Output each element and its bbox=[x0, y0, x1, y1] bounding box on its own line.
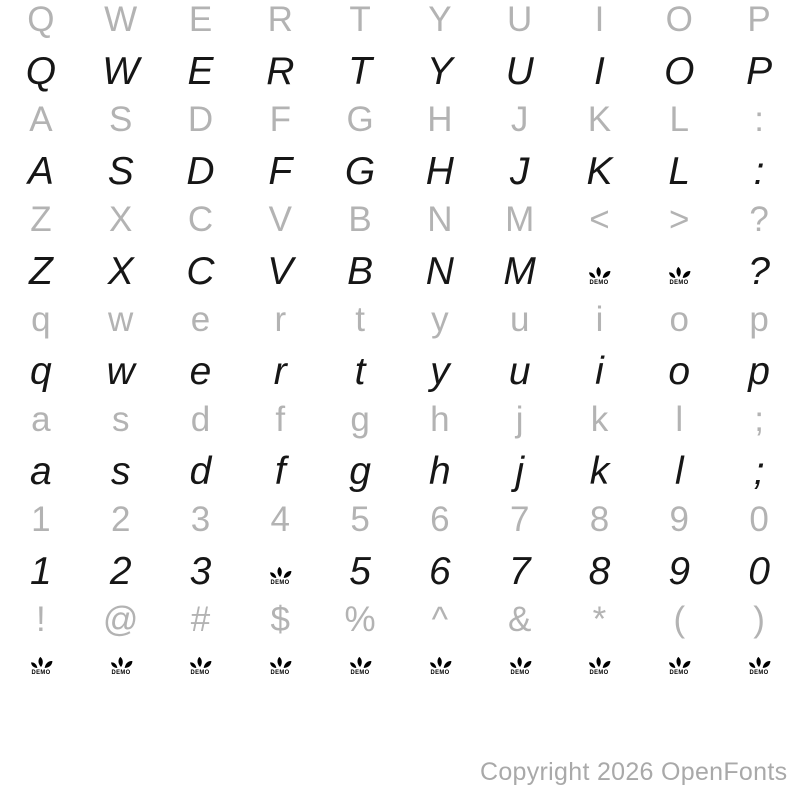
fleuron-icon bbox=[508, 654, 532, 669]
glyph-cell: R bbox=[267, 0, 293, 39]
glyph-cell: 8 bbox=[589, 500, 610, 539]
glyph-cell: 5 bbox=[349, 550, 371, 593]
glyph-row bbox=[1, 252, 799, 291]
glyph-cell: ? bbox=[748, 250, 770, 293]
glyph-cell: B bbox=[347, 250, 374, 293]
glyph-cell: < bbox=[589, 200, 610, 239]
glyph-cell: $ bbox=[270, 600, 291, 639]
demo-mark-label: DEMO bbox=[430, 669, 450, 676]
glyph-cell: Y bbox=[428, 0, 452, 39]
glyph-cell bbox=[161, 654, 241, 686]
glyph-cell: D bbox=[187, 100, 214, 139]
fleuron-icon bbox=[428, 654, 452, 669]
demo-mark bbox=[428, 654, 452, 676]
glyph-cell: i bbox=[595, 350, 604, 393]
glyph-cell: 9 bbox=[668, 550, 691, 593]
glyph-cell: d bbox=[190, 400, 211, 439]
demo-mark bbox=[587, 654, 611, 676]
glyph-cell: M bbox=[505, 200, 535, 239]
glyph-cell bbox=[1, 654, 81, 686]
glyph-cell: U bbox=[505, 50, 534, 93]
glyph-cell: I bbox=[594, 50, 605, 93]
glyph-cell: 3 bbox=[189, 550, 212, 593]
glyph-cell: Z bbox=[30, 200, 52, 239]
demo-mark-label: DEMO bbox=[350, 669, 370, 676]
glyph-cell: ( bbox=[673, 600, 686, 639]
glyph-cell: 7 bbox=[508, 550, 531, 593]
glyph-cell: k bbox=[589, 450, 610, 493]
glyph-cell: o bbox=[669, 300, 689, 339]
demo-mark bbox=[747, 654, 771, 676]
glyph-cell: * bbox=[592, 600, 607, 639]
glyph-cell: 1 bbox=[31, 500, 51, 539]
glyph-cell: 5 bbox=[350, 500, 370, 539]
demo-mark-label: DEMO bbox=[111, 669, 131, 676]
glyph-cell: u bbox=[509, 300, 530, 339]
glyph-cell: W bbox=[104, 0, 138, 39]
fleuron-icon bbox=[268, 564, 292, 579]
fleuron-icon bbox=[667, 654, 691, 669]
glyph-row bbox=[1, 654, 799, 686]
glyph-cell: 7 bbox=[509, 500, 530, 539]
fleuron-icon bbox=[667, 264, 691, 279]
glyph-cell: U bbox=[507, 0, 533, 39]
glyph-cell: f bbox=[275, 400, 286, 439]
glyph-row bbox=[1, 402, 799, 437]
glyph-cell: 0 bbox=[749, 500, 769, 539]
glyph-cell: X bbox=[107, 250, 134, 293]
glyph-row bbox=[1, 2, 799, 37]
glyph-cell: N bbox=[427, 200, 453, 239]
glyph-cell: r bbox=[273, 350, 287, 393]
glyph-cell: g bbox=[350, 400, 370, 439]
fleuron-icon bbox=[109, 654, 133, 669]
demo-mark-label: DEMO bbox=[749, 669, 769, 676]
fleuron-icon bbox=[29, 654, 53, 669]
glyph-cell: Z bbox=[28, 250, 53, 293]
glyph-cell: e bbox=[189, 350, 212, 393]
demo-mark bbox=[29, 654, 53, 676]
glyph-cell: M bbox=[503, 250, 536, 293]
glyph-row bbox=[1, 602, 799, 637]
glyph-cell: O bbox=[665, 0, 693, 39]
fleuron-icon bbox=[747, 654, 771, 669]
glyph-cell bbox=[320, 654, 400, 686]
glyph-cell: h bbox=[429, 450, 451, 493]
glyph-cell: W bbox=[102, 50, 140, 93]
glyph-cell: E bbox=[188, 0, 213, 39]
glyph-cell: H bbox=[425, 150, 454, 193]
glyph-row bbox=[1, 52, 799, 91]
glyph-cell: X bbox=[109, 200, 133, 239]
glyph-cell: F bbox=[269, 100, 291, 139]
glyph-cell: ) bbox=[753, 600, 765, 639]
glyph-cell: e bbox=[190, 300, 211, 339]
glyph-row bbox=[1, 452, 799, 491]
glyph-cell: G bbox=[346, 100, 374, 139]
glyph-cell: k bbox=[590, 400, 609, 439]
glyph-cell: l bbox=[675, 400, 684, 439]
glyph-cell: 2 bbox=[110, 500, 131, 539]
glyph-cell: K bbox=[586, 150, 613, 193]
glyph-cell: p bbox=[748, 350, 770, 393]
demo-mark-label: DEMO bbox=[510, 669, 530, 676]
glyph-row bbox=[1, 102, 799, 137]
glyph-cell: r bbox=[274, 300, 287, 339]
demo-mark-label: DEMO bbox=[669, 279, 689, 286]
demo-mark-label: DEMO bbox=[31, 669, 51, 676]
glyph-cell: q bbox=[30, 350, 52, 393]
glyph-cell: F bbox=[268, 150, 293, 193]
glyph-cell: Q bbox=[27, 0, 55, 39]
glyph-row bbox=[1, 302, 799, 337]
glyph-cell: E bbox=[187, 50, 214, 93]
glyph-cell: L bbox=[669, 100, 689, 139]
demo-mark bbox=[508, 654, 532, 676]
glyph-cell: o bbox=[668, 350, 691, 393]
glyph-cell: V bbox=[268, 200, 292, 239]
fleuron-icon bbox=[188, 654, 212, 669]
glyph-cell: ! bbox=[36, 600, 46, 639]
glyph-cell: J bbox=[509, 150, 530, 193]
glyph-cell: t bbox=[355, 300, 365, 339]
glyph-cell bbox=[240, 552, 320, 591]
glyph-cell: V bbox=[267, 250, 294, 293]
demo-mark bbox=[667, 264, 691, 286]
glyph-cell: p bbox=[749, 300, 769, 339]
glyph-cell bbox=[560, 654, 640, 686]
glyph-row bbox=[1, 152, 799, 191]
glyph-cell: t bbox=[354, 350, 366, 393]
glyph-row bbox=[1, 352, 799, 391]
glyph-cell bbox=[81, 654, 161, 686]
glyph-cell: A bbox=[29, 100, 53, 139]
glyph-cell: S bbox=[109, 100, 133, 139]
glyph-cell: a bbox=[30, 450, 52, 493]
glyph-cell: y bbox=[430, 350, 450, 393]
glyph-cell: O bbox=[664, 50, 695, 93]
copyright-text: Copyright 2026 OpenFonts bbox=[480, 758, 788, 786]
glyph-cell: B bbox=[348, 200, 372, 239]
glyph-cell: 6 bbox=[429, 550, 451, 593]
demo-mark-label: DEMO bbox=[589, 669, 609, 676]
glyph-cell: 3 bbox=[190, 500, 211, 539]
glyph-cell: ? bbox=[749, 200, 769, 239]
glyph-cell: P bbox=[747, 0, 771, 39]
glyph-cell: P bbox=[746, 50, 773, 93]
glyph-cell: Q bbox=[25, 50, 57, 93]
glyph-cell: G bbox=[344, 150, 376, 193]
glyph-cell: 6 bbox=[430, 500, 450, 539]
glyph-cell: N bbox=[425, 250, 454, 293]
glyph-cell: ; bbox=[754, 400, 764, 439]
glyph-cell: D bbox=[186, 150, 215, 193]
glyph-cell: S bbox=[107, 150, 134, 193]
glyph-cell: ; bbox=[753, 450, 765, 493]
glyph-cell: g bbox=[349, 450, 371, 493]
glyph-row bbox=[1, 202, 799, 237]
glyph-cell: K bbox=[587, 100, 612, 139]
glyph-cell: : bbox=[753, 150, 765, 193]
glyph-cell: L bbox=[668, 150, 691, 193]
glyph-cell: > bbox=[669, 200, 690, 239]
glyph-cell: # bbox=[190, 600, 211, 639]
demo-mark bbox=[268, 564, 292, 586]
glyph-cell: d bbox=[189, 450, 212, 493]
glyph-cell bbox=[400, 654, 480, 686]
fleuron-icon bbox=[587, 654, 611, 669]
glyph-cell: C bbox=[186, 250, 215, 293]
glyph-cell: Y bbox=[426, 50, 453, 93]
glyph-cell: 4 bbox=[270, 500, 291, 539]
glyph-cell: T bbox=[348, 50, 372, 93]
glyph-cell: j bbox=[515, 450, 525, 493]
glyph-cell: j bbox=[515, 400, 524, 439]
demo-mark bbox=[109, 654, 133, 676]
glyph-cell: u bbox=[508, 350, 531, 393]
glyph-cell: a bbox=[31, 400, 51, 439]
glyph-cell bbox=[480, 654, 560, 686]
demo-mark-label: DEMO bbox=[190, 669, 210, 676]
fleuron-icon bbox=[348, 654, 372, 669]
glyph-cell: @ bbox=[102, 600, 139, 639]
glyph-cell bbox=[560, 252, 640, 291]
glyph-cell: 0 bbox=[748, 550, 770, 593]
glyph-cell: 2 bbox=[109, 550, 132, 593]
glyph-cell: & bbox=[508, 600, 532, 639]
glyph-cell: R bbox=[266, 50, 295, 93]
fleuron-icon bbox=[268, 654, 292, 669]
glyph-cell: % bbox=[344, 600, 376, 639]
glyph-cell: f bbox=[274, 450, 286, 493]
glyph-cell: C bbox=[187, 200, 214, 239]
demo-mark-label: DEMO bbox=[589, 279, 609, 286]
glyph-row bbox=[1, 552, 799, 591]
glyph-cell: s bbox=[110, 450, 131, 493]
glyph-cell bbox=[639, 252, 719, 291]
glyph-cell: w bbox=[108, 300, 134, 339]
glyph-cell: q bbox=[31, 300, 51, 339]
glyph-cell: I bbox=[594, 0, 605, 39]
glyph-cell: H bbox=[427, 100, 453, 139]
glyph-cell: A bbox=[27, 150, 54, 193]
demo-mark bbox=[348, 654, 372, 676]
glyph-cell bbox=[639, 654, 719, 686]
glyph-cell: l bbox=[674, 450, 684, 493]
glyph-cell: 9 bbox=[669, 500, 689, 539]
glyph-cell: s bbox=[111, 400, 130, 439]
demo-mark bbox=[188, 654, 212, 676]
glyph-cell: ^ bbox=[431, 600, 449, 639]
demo-mark-label: DEMO bbox=[270, 669, 290, 676]
demo-mark-label: DEMO bbox=[270, 579, 290, 586]
glyph-cell: i bbox=[595, 300, 604, 339]
glyph-cell: : bbox=[754, 100, 764, 139]
glyph-cell bbox=[719, 654, 799, 686]
glyph-cell: w bbox=[106, 350, 135, 393]
glyph-cell: J bbox=[510, 100, 529, 139]
glyph-cell: T bbox=[349, 0, 371, 39]
glyph-row bbox=[1, 502, 799, 537]
glyph-cell: 1 bbox=[30, 550, 52, 593]
glyph-cell: 8 bbox=[588, 550, 611, 593]
glyph-cell bbox=[240, 654, 320, 686]
demo-mark bbox=[587, 264, 611, 286]
fleuron-icon bbox=[587, 264, 611, 279]
glyph-cell: y bbox=[431, 300, 449, 339]
demo-mark-label: DEMO bbox=[669, 669, 689, 676]
demo-mark bbox=[268, 654, 292, 676]
glyph-cell: h bbox=[430, 400, 450, 439]
demo-mark bbox=[667, 654, 691, 676]
